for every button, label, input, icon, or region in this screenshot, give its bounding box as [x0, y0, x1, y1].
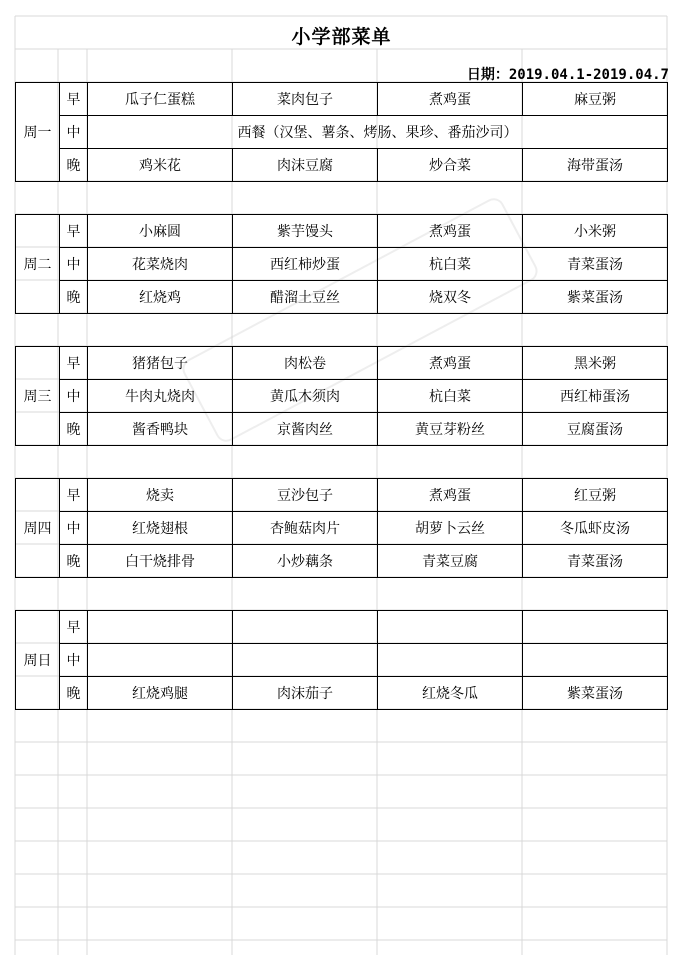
- meal-row: [16, 149, 668, 182]
- dish-cell: 瓜子仁蛋糕: [88, 83, 233, 116]
- day-table: [15, 478, 668, 578]
- meal-label: 中: [60, 116, 88, 149]
- dish-cell: 黑米粥: [523, 347, 668, 380]
- meal-row: [16, 83, 668, 116]
- day-table: [15, 610, 668, 710]
- dish-cell: 小麻圆: [88, 215, 233, 248]
- dish-cell: 青菜蛋汤: [523, 545, 668, 578]
- meal-label: 晚: [60, 545, 88, 578]
- dish-cell: 烧双冬: [378, 281, 523, 314]
- dish-cell: 猪猪包子: [88, 347, 233, 380]
- dish-cell: 豆沙包子: [233, 479, 378, 512]
- meal-label: 中: [60, 512, 88, 545]
- meal-label: 早: [60, 83, 88, 116]
- meal-row: [16, 677, 668, 710]
- day-table: [15, 82, 668, 182]
- meal-row: [16, 215, 668, 248]
- dish-cell: 紫菜蛋汤: [523, 281, 668, 314]
- dish-cell: 小炒藕条: [233, 545, 378, 578]
- dish-cell: [523, 611, 668, 644]
- dish-cell: 红豆粥: [523, 479, 668, 512]
- meal-label: 早: [60, 347, 88, 380]
- dish-cell: 杏鲍菇肉片: [233, 512, 378, 545]
- dish-cell: 煮鸡蛋: [378, 83, 523, 116]
- dish-cell: 肉沫豆腐: [233, 149, 378, 182]
- dish-cell: 煮鸡蛋: [378, 479, 523, 512]
- dish-cell: [233, 611, 378, 644]
- meal-label: 早: [60, 215, 88, 248]
- dish-cell: 紫芋馒头: [233, 215, 378, 248]
- dish-cell: 白干烧排骨: [88, 545, 233, 578]
- meal-label: 早: [60, 611, 88, 644]
- dish-cell: 小米粥: [523, 215, 668, 248]
- meal-label: 中: [60, 380, 88, 413]
- dish-cell: 花菜烧肉: [88, 248, 233, 281]
- dish-cell: 紫菜蛋汤: [523, 677, 668, 710]
- dish-cell: 烧卖: [88, 479, 233, 512]
- dish-cell: 红烧冬瓜: [378, 677, 523, 710]
- meal-row: [16, 413, 668, 446]
- meal-label: 晚: [60, 677, 88, 710]
- meal-label: 早: [60, 479, 88, 512]
- dish-cell: 杭白菜: [378, 380, 523, 413]
- dish-cell: 麻豆粥: [523, 83, 668, 116]
- meal-row: [16, 644, 668, 677]
- dish-cell: 西红柿炒蛋: [233, 248, 378, 281]
- dish-cell: 肉松卷: [233, 347, 378, 380]
- day-label: 周三: [16, 347, 60, 446]
- meal-label: 中: [60, 644, 88, 677]
- meal-row: [16, 512, 668, 545]
- dish-cell: 海带蛋汤: [523, 149, 668, 182]
- merged-dish-cell: 西餐（汉堡、薯条、烤肠、果珍、番茄沙司）: [88, 116, 668, 149]
- dish-cell: 黄瓜木须肉: [233, 380, 378, 413]
- meal-row: [16, 545, 668, 578]
- dish-cell: 胡萝卜云丝: [378, 512, 523, 545]
- dish-cell: 青菜豆腐: [378, 545, 523, 578]
- dish-cell: [88, 644, 233, 677]
- dish-cell: 冬瓜虾皮汤: [523, 512, 668, 545]
- dish-cell: 煮鸡蛋: [378, 215, 523, 248]
- meal-row: [16, 248, 668, 281]
- meal-label: 晚: [60, 281, 88, 314]
- dish-cell: 醋溜土豆丝: [233, 281, 378, 314]
- dish-cell: 红烧翅根: [88, 512, 233, 545]
- meal-row: [16, 116, 668, 149]
- dish-cell: 鸡米花: [88, 149, 233, 182]
- dish-cell: 西红柿蛋汤: [523, 380, 668, 413]
- dish-cell: [378, 611, 523, 644]
- dish-cell: 杭白菜: [378, 248, 523, 281]
- dish-cell: 肉沫茄子: [233, 677, 378, 710]
- day-label: 周二: [16, 215, 60, 314]
- dish-cell: 红烧鸡腿: [88, 677, 233, 710]
- dish-cell: 豆腐蛋汤: [523, 413, 668, 446]
- meal-row: [16, 347, 668, 380]
- meal-row: [16, 281, 668, 314]
- day-table: [15, 346, 668, 446]
- date-range: 日期：2019.04.1-2019.04.7: [466, 67, 669, 83]
- dish-cell: 炒合菜: [378, 149, 523, 182]
- dish-cell: [88, 611, 233, 644]
- meal-row: [16, 380, 668, 413]
- meal-label: 晚: [60, 149, 88, 182]
- meal-row: [16, 611, 668, 644]
- dish-cell: [523, 644, 668, 677]
- dish-cell: 煮鸡蛋: [378, 347, 523, 380]
- dish-cell: 红烧鸡: [88, 281, 233, 314]
- meal-label: 晚: [60, 413, 88, 446]
- dish-cell: 京酱肉丝: [233, 413, 378, 446]
- meal-label: 中: [60, 248, 88, 281]
- day-label: 周日: [16, 611, 60, 710]
- meal-row: [16, 479, 668, 512]
- day-table: [15, 214, 668, 314]
- dish-cell: 青菜蛋汤: [523, 248, 668, 281]
- dish-cell: 牛肉丸烧肉: [88, 380, 233, 413]
- dish-cell: [233, 644, 378, 677]
- dish-cell: [378, 644, 523, 677]
- day-label: 周四: [16, 479, 60, 578]
- dish-cell: 菜肉包子: [233, 83, 378, 116]
- dish-cell: 黄豆芽粉丝: [378, 413, 523, 446]
- page-title: 小学部菜单: [291, 26, 392, 48]
- dish-cell: 酱香鸭块: [88, 413, 233, 446]
- day-label: 周一: [16, 83, 60, 182]
